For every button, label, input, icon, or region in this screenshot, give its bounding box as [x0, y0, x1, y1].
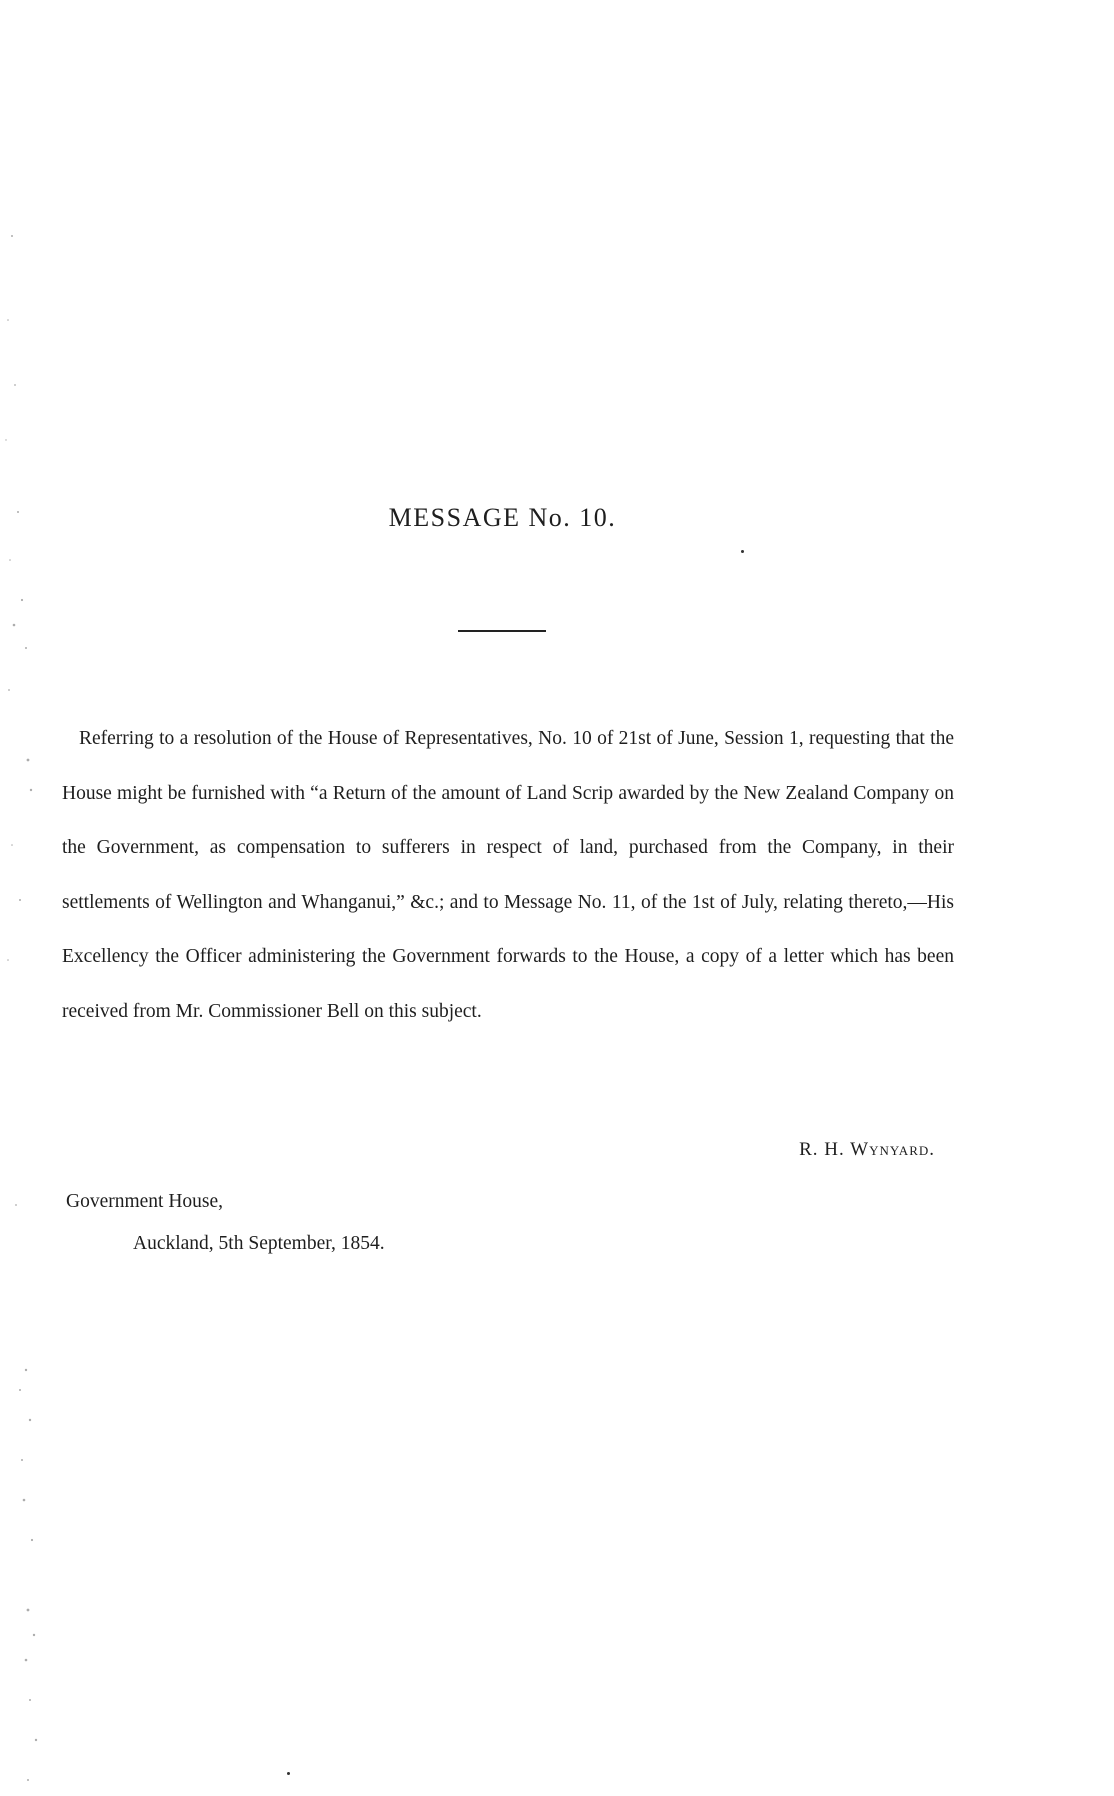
- address-line-2: Auckland, 5th September, 1854.: [133, 1233, 385, 1254]
- signature-text: R. H. Wynyard.: [799, 1139, 935, 1160]
- body-paragraph: [62, 712, 954, 1039]
- ink-speck: [741, 550, 744, 553]
- signature: [0, 1139, 935, 1161]
- body-text: Referring to a resolution of the House of Representatives, No. 10 of 21st of June, Session 1, requesting that the House might be furnished with “a Return of the amount of Land Scrip awarded by the New Zealand Company on the Government, as compensation to sufferers in respect of land, purchased from the Company, in their settlements of Wellington and Whanganui,” &c.; and to Message No. 11, of the 1st of July, relating thereto,—His Excellency the Officer administering the Government forwards to the House, a copy of a letter which has been received from Mr. Commissioner Bell on this subject.: [62, 728, 954, 1022]
- scan-edge-noise: [0, 0, 60, 1796]
- ink-speck: [287, 1772, 290, 1775]
- title-divider: [458, 630, 546, 632]
- page-title: MESSAGE No. 10.: [388, 503, 617, 532]
- address-line-1: Government House,: [66, 1191, 224, 1212]
